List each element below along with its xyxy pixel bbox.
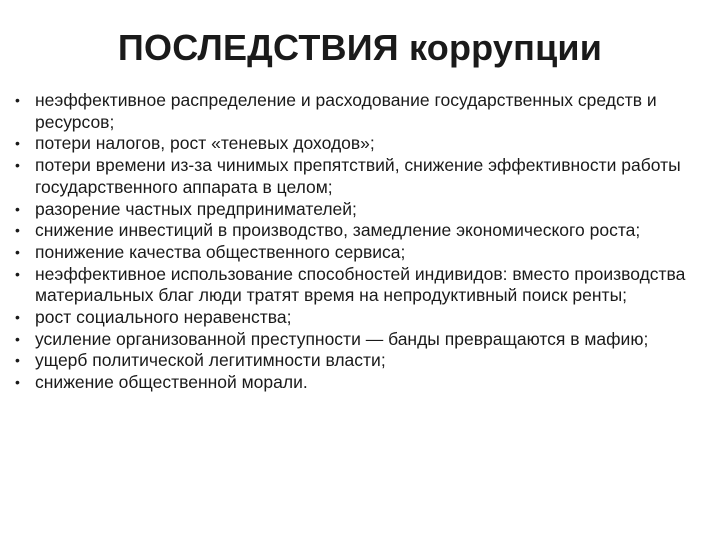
bullet-icon: •: [15, 222, 20, 239]
bullet-list: [14, 90, 704, 394]
bullet-text: усиление организованной преступности — банды превращаются в мафию;: [35, 328, 649, 349]
bullet-text: снижение общественной морали.: [35, 372, 308, 393]
bullet-item: [14, 242, 704, 264]
bullet-icon: •: [15, 157, 20, 174]
bullet-text: понижение качества общественного сервиса;: [35, 241, 406, 262]
bullet-item: [14, 372, 704, 394]
bullet-text: рост социального неравенства;: [35, 307, 292, 328]
bullet-text: неэффективное распределение и расходование государственных средств и ресурсов;: [35, 90, 657, 132]
bullet-item: [14, 155, 704, 198]
bullet-item: [14, 199, 704, 221]
bullet-icon: •: [15, 352, 20, 369]
bullet-item: [14, 133, 704, 155]
bullet-icon: •: [15, 92, 20, 108]
bullet-text: потери времени из-за чинимых препятствий, снижение эффективности работы государственного аппарата в целом;: [35, 155, 681, 197]
bullet-item: [14, 90, 704, 133]
bullet-item: [14, 220, 704, 242]
bullet-text: неэффективное использование способностей индивидов: вместо производства материальных благ люди тратят время на непродуктивный поиск ренты;: [35, 263, 686, 306]
bullet-text: ущерб политической легитимности власти;: [35, 350, 386, 371]
bullet-text: потери налогов, рост «теневых доходов»;: [35, 133, 375, 154]
bullet-icon: •: [15, 309, 20, 326]
bullet-icon: •: [15, 135, 20, 152]
bullet-icon: •: [15, 330, 20, 347]
bullet-icon: •: [15, 374, 20, 391]
bullet-icon: •: [15, 243, 20, 260]
bullet-item: [14, 307, 704, 329]
bullet-item: [14, 264, 704, 307]
bullet-text: разорение частных предпринимателей;: [35, 198, 357, 219]
slide-title: ПОСЛЕДСТВИЯ коррупции: [117, 27, 603, 68]
bullet-icon: •: [15, 200, 20, 217]
bullet-item: [14, 329, 704, 351]
bullet-item: [14, 350, 704, 372]
bullet-text: снижение инвестиций в производство, замедление экономического роста;: [35, 220, 641, 241]
bullet-icon: •: [15, 265, 20, 282]
